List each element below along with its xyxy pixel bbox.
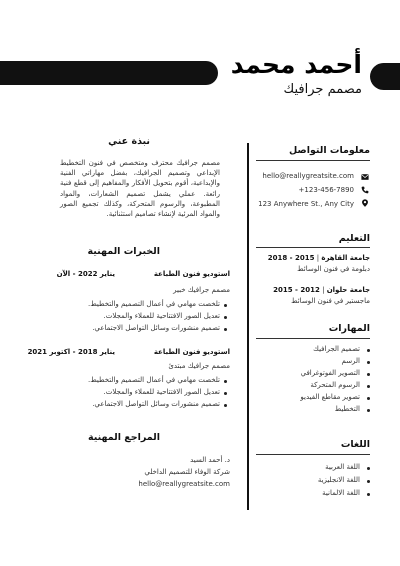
contact-heading-line bbox=[256, 160, 370, 161]
skill-bullet bbox=[367, 397, 370, 400]
about-heading: نبذة عني bbox=[108, 136, 150, 147]
education-item-2 bbox=[273, 286, 370, 294]
contact-email[interactable]: hello@reallygreatsite.com bbox=[262, 172, 354, 180]
language-bullet bbox=[367, 480, 370, 483]
column-divider bbox=[247, 143, 249, 510]
experience-bullet bbox=[224, 404, 227, 407]
about-text: مصمم جرافيك محترف ومتخصص في فنون التخطيط الإبداعي وتصميم الجرافيك، بفضل مهاراتي الفنية والإبداعية، أقوم بتحويل الأفكار والمفاهيم إلى قطع فنية رائعة. عملي يشمل تصميم الشعارات، والمواد المطبوعة، والرسوم المتحركة، وكذلك تجميع الصور والمواد المرئية لإنشاء تصاميم استثنائية. bbox=[60, 159, 220, 219]
education-heading: التعليم bbox=[338, 233, 370, 244]
education-years-1: 2015 - 2018 bbox=[267, 254, 315, 262]
experience-2-bullet-3: تصميم منشورات وسائل التواصل الاجتماعي. bbox=[92, 400, 220, 408]
skill-bullet bbox=[367, 373, 370, 376]
experience-1-bullet-3: تصميم منشورات وسائل التواصل الاجتماعي. bbox=[92, 324, 220, 332]
experience-dates-1: يناير 2022 - الآن bbox=[56, 270, 115, 278]
education-heading-line bbox=[256, 247, 370, 248]
language-bullet bbox=[367, 493, 370, 496]
contact-heading: معلومات التواصل bbox=[289, 145, 370, 156]
languages-heading: اللغات bbox=[340, 439, 370, 450]
skill-bullet bbox=[367, 409, 370, 412]
skill-item-1: تصميم الجرافيك bbox=[313, 345, 360, 353]
experience-2-bullet-2: تعديل الصور الافتتاحية للعملاء والمجلات. bbox=[103, 388, 220, 396]
job-title: مصمم جرافيك bbox=[283, 82, 362, 97]
experience-bullet bbox=[224, 316, 227, 319]
skill-bullet bbox=[367, 349, 370, 352]
education-degree-2: ماجستير في فنون الوسائط bbox=[291, 297, 370, 305]
experience-bullet bbox=[224, 304, 227, 307]
experience-bullet bbox=[224, 392, 227, 395]
language-item-1: اللغة العربية bbox=[325, 463, 360, 471]
experience-2-bullet-1: تلخصت مهامي في أعمال التصميم والتخطيط. bbox=[87, 376, 220, 384]
reference-name: د. أحمد السيد bbox=[190, 456, 230, 464]
location-pin-icon bbox=[361, 199, 369, 207]
experience-bullet bbox=[224, 328, 227, 331]
skill-item-2: الرسم bbox=[341, 357, 360, 365]
education-separator: | bbox=[314, 254, 320, 262]
experience-role-1: مصمم جرافيك خبير bbox=[173, 286, 230, 294]
skill-bullet bbox=[367, 361, 370, 364]
skills-heading-line bbox=[256, 338, 370, 339]
language-bullet bbox=[367, 467, 370, 470]
skill-item-4: الرسوم المتحركة bbox=[310, 381, 360, 389]
education-school-2: جامعة حلوان bbox=[326, 286, 370, 294]
skill-item-3: التصوير الفوتوغرافي bbox=[300, 369, 360, 377]
education-degree-1: دبلومة في فنون الوسائط bbox=[297, 265, 370, 273]
phone-icon bbox=[361, 186, 369, 194]
education-separator: | bbox=[319, 286, 325, 294]
experience-bullet bbox=[224, 380, 227, 383]
education-school-1: جامعة القاهرة bbox=[321, 254, 370, 262]
header-bar-right bbox=[370, 63, 400, 90]
experience-company-1: استوديو فنون الطباعة bbox=[153, 270, 230, 278]
skills-heading: المهارات bbox=[328, 323, 370, 334]
experience-role-2: مصمم جرافيك مبتدئ bbox=[168, 362, 230, 370]
envelope-icon bbox=[361, 173, 369, 181]
experience-company-2: استوديو فنون الطباعة bbox=[153, 348, 230, 356]
header-bar-left bbox=[0, 61, 218, 85]
language-item-2: اللغة الانجليزية bbox=[317, 476, 360, 484]
language-item-3: اللغة الالمانية bbox=[322, 489, 360, 497]
person-name: أحمد محمد bbox=[230, 50, 362, 79]
experience-heading: الخبرات المهنية bbox=[87, 246, 160, 257]
experience-1-bullet-2: تعديل الصور الافتتاحية للعملاء والمجلات. bbox=[103, 312, 220, 320]
skill-bullet bbox=[367, 385, 370, 388]
education-item-1 bbox=[268, 254, 370, 262]
languages-heading-line bbox=[256, 454, 370, 455]
education-years-2: 2012 - 2015 bbox=[273, 286, 320, 294]
reference-company: شركة الوفاء للتصميم الداخلي bbox=[144, 468, 230, 476]
experience-1-bullet-1: تلخصت مهامي في أعمال التصميم والتخطيط. bbox=[87, 300, 220, 308]
reference-email[interactable]: hello@reallygreatsite.com bbox=[138, 480, 230, 488]
contact-phone[interactable]: +123-456-7890 bbox=[298, 186, 354, 194]
references-heading: المراجع المهنية bbox=[88, 432, 160, 443]
experience-dates-2: يناير 2018 - اكتوبر 2021 bbox=[27, 348, 115, 356]
skill-item-5: تصوير مقاطع الفيديو bbox=[300, 393, 360, 401]
skill-item-6: التخطيط bbox=[334, 405, 360, 413]
contact-address: 123 Anywhere St., Any City bbox=[258, 200, 354, 208]
